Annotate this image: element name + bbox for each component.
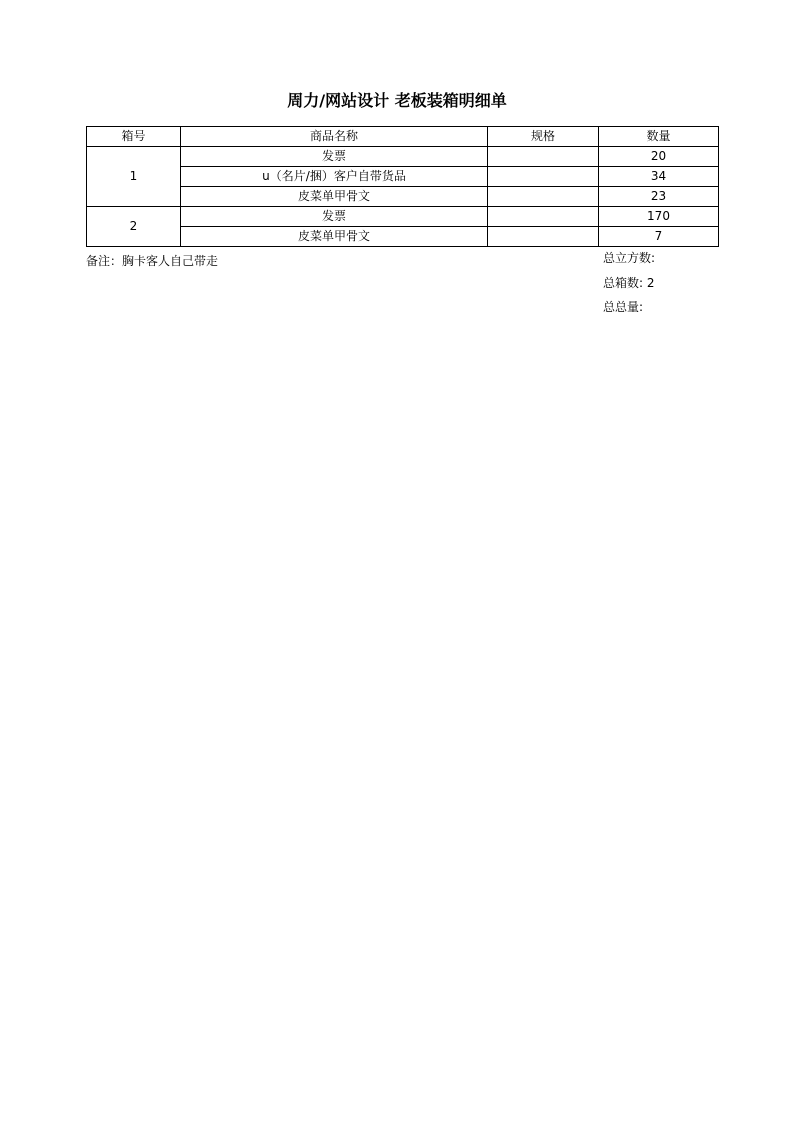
product-name-cell: 皮菜单甲骨文 xyxy=(181,227,488,247)
table-row xyxy=(87,207,719,227)
product-name-cell: 发票 xyxy=(181,147,488,167)
total-boxes-label: 总箱数: 2 xyxy=(603,276,655,290)
table-row xyxy=(87,227,719,247)
box-number-cell: 1 xyxy=(87,147,181,207)
header-quantity: 数量 xyxy=(599,127,719,147)
quantity-cell: 20 xyxy=(599,147,719,167)
header-product-name: 商品名称 xyxy=(181,127,488,147)
spec-cell xyxy=(488,227,599,247)
product-name-cell: 发票 xyxy=(181,207,488,227)
table-row xyxy=(87,167,719,187)
quantity-cell: 170 xyxy=(599,207,719,227)
spec-cell xyxy=(488,207,599,227)
spec-cell xyxy=(488,147,599,167)
quantity-cell: 23 xyxy=(599,187,719,207)
table-header-row xyxy=(87,127,719,147)
header-box-no: 箱号 xyxy=(87,127,181,147)
quantity-cell: 7 xyxy=(599,227,719,247)
document-title: 周力/网站设计 老板装箱明细单 xyxy=(287,91,507,110)
box-number-cell: 2 xyxy=(87,207,181,247)
product-name-cell: 皮菜单甲骨文 xyxy=(181,187,488,207)
total-weight-label: 总总量: xyxy=(603,300,644,314)
packing-list-table xyxy=(86,126,719,247)
header-spec: 规格 xyxy=(488,127,599,147)
quantity-cell: 34 xyxy=(599,167,719,187)
product-name-cell: u（名片/捆）客户自带货品 xyxy=(181,167,488,187)
remark-note: 备注：胸卡客人自己带走 xyxy=(86,254,219,268)
total-volume-label: 总立方数: xyxy=(603,251,656,265)
spec-cell xyxy=(488,187,599,207)
table-row xyxy=(87,187,719,207)
table-row xyxy=(87,147,719,167)
spec-cell xyxy=(488,167,599,187)
